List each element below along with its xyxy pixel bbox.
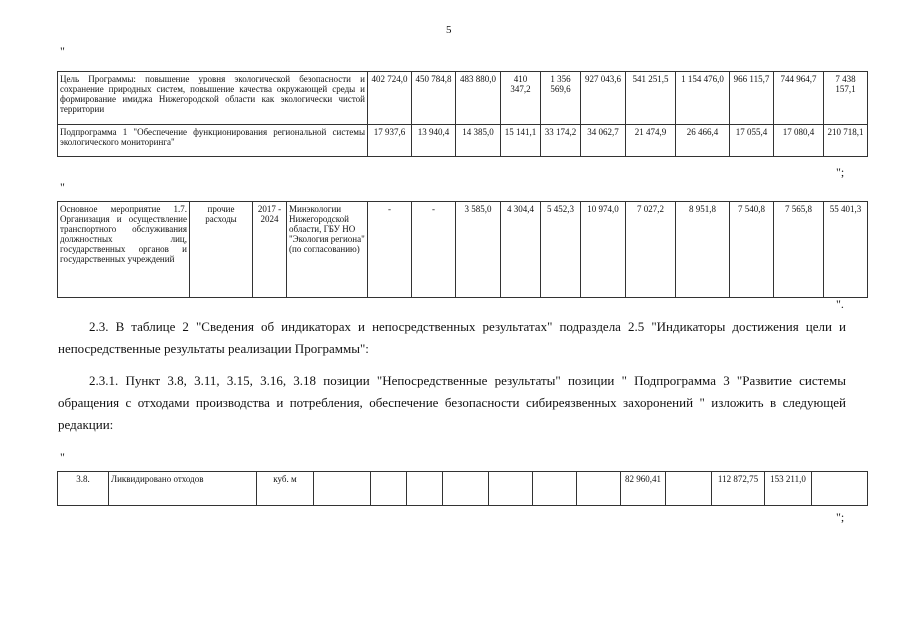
table-cell: 541 251,5 <box>626 72 676 125</box>
table-cell: 410 347,2 <box>501 72 541 125</box>
table-cell: 55 401,3 <box>824 202 868 298</box>
table-cell: 13 940,4 <box>412 125 456 157</box>
table-cell <box>371 472 407 506</box>
table-cell: 966 115,7 <box>730 72 774 125</box>
table-cell <box>407 472 443 506</box>
quote-open-3: " <box>60 450 65 464</box>
table-cell: 7 438 157,1 <box>824 72 868 125</box>
table-cell: 4 304,4 <box>501 202 541 298</box>
funding-source: прочие расходы <box>190 202 253 298</box>
table-cell <box>314 472 371 506</box>
table-cell: 7 540,8 <box>730 202 774 298</box>
unit: куб. м <box>257 472 314 506</box>
executor: Минэкологии Нижегородской области, ГБУ НО "Экология региона" (по согласованию) <box>287 202 368 298</box>
table-row <box>58 472 868 506</box>
paragraph-2-3: 2.3. В таблице 2 "Сведения об индикаторах и непосредственных результатах" подраздела 2.5 "Индикаторы достижения цели и непосредственные результаты реализации Программы": <box>58 319 846 356</box>
activity-label: Основное мероприятие 1.7. Организация и осуществление транспортного обслуживания должностных лиц, государственных органов и государственных учреждений <box>58 202 190 298</box>
table-cell: 14 385,0 <box>456 125 501 157</box>
table-indicator-3-8 <box>57 471 868 506</box>
table-cell: 10 974,0 <box>581 202 626 298</box>
table-cell: 153 211,0 <box>765 472 812 506</box>
table-row <box>58 72 868 125</box>
row-label: Цель Программы: повышение уровня экологической безопасности и сохранение природных систем, повышение качества окружающей среды и формирование имиджа Нижегородской области как экологически чистой территории <box>58 72 368 125</box>
paragraph-2-3-1: 2.3.1. Пункт 3.8, 3.11, 3.15, 3.16, 3.18 позиции "Непосредственные результаты" позиции " Подпрограмма 3 "Развитие системы обращения с отходами производства и потребления, обеспечение безопасности сибиреязвенных захоронений " изложить в следующей редакции: <box>58 373 846 432</box>
page-number: 5 <box>446 24 452 36</box>
table-cell: 744 964,7 <box>774 72 824 125</box>
table-cell: 210 718,1 <box>824 125 868 157</box>
table-cell: 402 724,0 <box>368 72 412 125</box>
table-cell <box>812 472 868 506</box>
item-number: 3.8. <box>58 472 109 506</box>
table-cell <box>577 472 621 506</box>
table-main-activity <box>57 201 868 298</box>
table-cell: 8 951,8 <box>676 202 730 298</box>
table-cell: 33 174,2 <box>541 125 581 157</box>
quote-open-1: " <box>60 44 65 58</box>
table-cell <box>489 472 533 506</box>
quote-close-3: "; <box>836 510 845 524</box>
table-cell: 26 466,4 <box>676 125 730 157</box>
table-cell: 450 784,8 <box>412 72 456 125</box>
table-cell: 17 080,4 <box>774 125 824 157</box>
quote-open-2: " <box>60 180 65 194</box>
table-cell: 5 452,3 <box>541 202 581 298</box>
table-cell: - <box>412 202 456 298</box>
table-cell: 15 141,1 <box>501 125 541 157</box>
table-cell: 112 872,75 <box>712 472 765 506</box>
table-cell: 3 585,0 <box>456 202 501 298</box>
table-cell <box>443 472 489 506</box>
table-cell: 483 880,0 <box>456 72 501 125</box>
table-program-funding <box>57 71 868 157</box>
table-cell: 1 356 569,6 <box>541 72 581 125</box>
row-label: Подпрограмма 1 "Обеспечение функционирования региональной системы экологического мониторинга" <box>58 125 368 157</box>
table-row <box>58 202 868 298</box>
indicator-label: Ликвидировано отходов <box>109 472 257 506</box>
table-row <box>58 125 868 157</box>
table-cell: 17 055,4 <box>730 125 774 157</box>
quote-close-2: ". <box>836 297 844 311</box>
table-cell: 21 474,9 <box>626 125 676 157</box>
table-cell: - <box>368 202 412 298</box>
table-cell: 17 937,6 <box>368 125 412 157</box>
table-cell: 34 062,7 <box>581 125 626 157</box>
table-cell <box>533 472 577 506</box>
table-cell: 7 565,8 <box>774 202 824 298</box>
table-cell: 927 043,6 <box>581 72 626 125</box>
table-cell: 1 154 476,0 <box>676 72 730 125</box>
quote-close-1: "; <box>836 165 845 179</box>
period: 2017 - 2024 <box>253 202 287 298</box>
table-cell: 7 027,2 <box>626 202 676 298</box>
table-cell: 82 960,41 <box>621 472 666 506</box>
table-cell <box>666 472 712 506</box>
